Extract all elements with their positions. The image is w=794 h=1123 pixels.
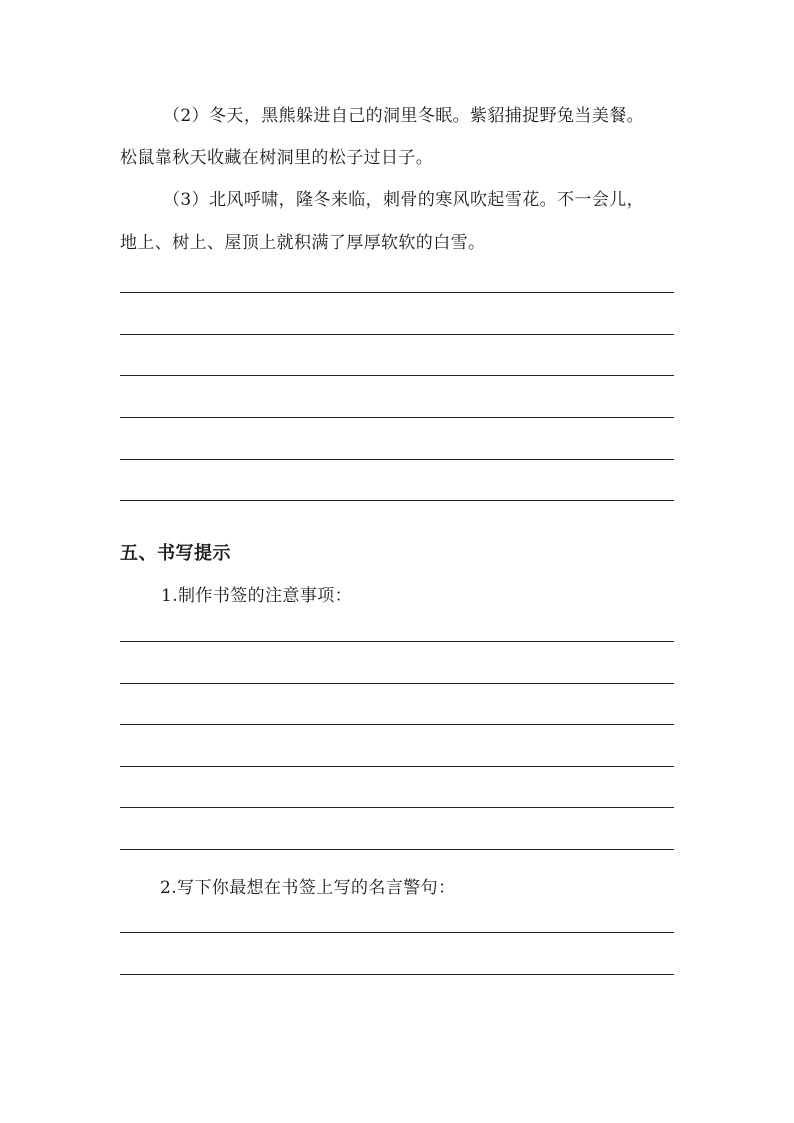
passage-item2-line1: （2）冬天，黑熊躲进自己的洞里冬眠。紫貂捕捉野兔当美餐。: [163, 106, 645, 126]
answer-line[interactable]: [120, 292, 674, 293]
answer-line[interactable]: [120, 724, 674, 725]
passage-item3-line1: （3）北风呼啸，隆冬来临，刺骨的寒风吹起雪花。不一会儿，: [163, 190, 645, 210]
answer-line[interactable]: [120, 974, 674, 975]
section-heading: 五、书写提示: [120, 543, 231, 564]
answer-line[interactable]: [120, 459, 674, 460]
answer-line[interactable]: [120, 375, 674, 376]
answer-line[interactable]: [120, 334, 674, 335]
answer-line[interactable]: [120, 417, 674, 418]
answer-line[interactable]: [120, 683, 674, 684]
writing-prompt-1: 1.制作书签的注意事项：: [161, 586, 353, 606]
writing-prompt-2: 2.写下你最想在书签上写的名言警句：: [160, 878, 456, 898]
answer-line[interactable]: [120, 766, 674, 767]
answer-line[interactable]: [120, 500, 674, 501]
passage-item2-line2: 松鼠靠秋天收藏在树洞里的松子过日子。: [120, 148, 434, 168]
answer-line[interactable]: [120, 932, 674, 933]
passage-item3-line2: 地上、树上、屋顶上就积满了厚厚软软的白雪。: [120, 233, 486, 253]
answer-line[interactable]: [120, 807, 674, 808]
answer-line[interactable]: [120, 641, 674, 642]
answer-line[interactable]: [120, 849, 674, 850]
